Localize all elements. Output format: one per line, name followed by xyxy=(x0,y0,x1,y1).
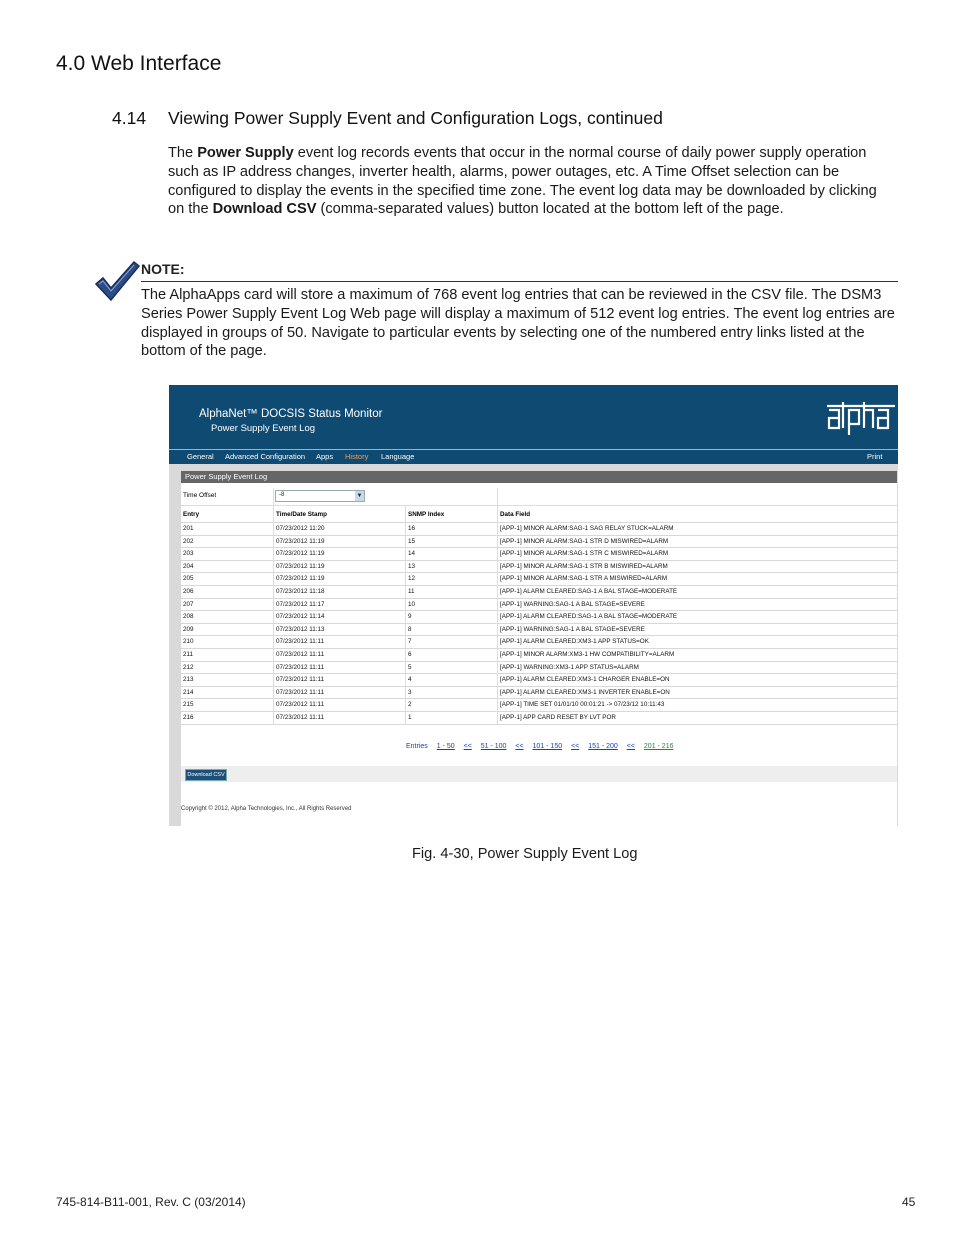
figure-caption: Fig. 4-30, Power Supply Event Log xyxy=(412,846,638,862)
page-separator[interactable]: << xyxy=(463,743,472,750)
cell-snmp-index: 1 xyxy=(408,714,412,721)
time-offset-value: -8 xyxy=(279,492,285,498)
table-row xyxy=(181,635,897,649)
table-row xyxy=(181,711,897,725)
nav-general[interactable]: General xyxy=(187,452,214,461)
cell-entry: 205 xyxy=(183,575,194,583)
intro-paragraph xyxy=(168,144,888,219)
web-ui-screenshot xyxy=(169,385,898,826)
cell-data-field: [APP-1] ALARM CLEARED:SAG-1 A BAL STAGE=MODERATE xyxy=(500,613,678,621)
cell-entry: 210 xyxy=(183,638,194,646)
column-divider xyxy=(273,505,274,724)
section-heading xyxy=(112,108,663,129)
cell-data-field: [APP-1] ALARM CLEARED:XM3-1 APP STATUS=OK xyxy=(500,638,649,646)
cell-timestamp: 07/23/2012 11:19 xyxy=(276,575,325,583)
cell-entry: 201 xyxy=(183,525,194,532)
column-divider xyxy=(497,505,498,724)
column-header-data-field: Data Field xyxy=(500,511,531,518)
cell-entry: 208 xyxy=(183,613,194,621)
cell-snmp-index: 9 xyxy=(408,613,412,621)
cell-data-field: [APP-1] MINOR ALARM:SAG-1 SAG RELAY STUCK=ALARM xyxy=(500,525,674,532)
page-separator[interactable]: << xyxy=(626,743,635,750)
cell-entry: 215 xyxy=(183,701,194,709)
table-row xyxy=(181,610,897,624)
note-label: NOTE: xyxy=(141,261,185,277)
cell-snmp-index: 6 xyxy=(408,651,412,658)
table-row xyxy=(181,585,897,599)
cell-timestamp: 07/23/2012 11:11 xyxy=(276,688,325,696)
entries-label: Entries xyxy=(406,743,428,750)
page-link-51-100[interactable]: 51 - 100 xyxy=(480,743,507,750)
cell-snmp-index: 3 xyxy=(408,688,412,696)
cell-data-field: [APP-1] ALARM CLEARED:XM3-1 CHARGER ENABLE=ON xyxy=(500,676,670,684)
cell-data-field: [APP-1] ALARM CLEARED:SAG-1 A BAL STAGE=MODERATE xyxy=(500,588,678,595)
cell-snmp-index: 5 xyxy=(408,663,412,671)
cell-entry: 207 xyxy=(183,600,194,608)
intro-bold-download-csv: Download CSV xyxy=(212,201,317,218)
cell-snmp-index: 16 xyxy=(408,525,416,532)
cell-data-field: [APP-1] MINOR ALARM:SAG-1 STR A MISWIRED=ALARM xyxy=(500,575,668,583)
alpha-logo xyxy=(827,398,897,436)
table-row xyxy=(181,522,897,536)
table-row xyxy=(181,572,897,586)
cell-snmp-index: 8 xyxy=(408,625,412,633)
cell-snmp-index: 15 xyxy=(408,537,416,545)
nav-language[interactable]: Language xyxy=(381,452,415,461)
intro-text-2: event log records events that occur in the normal course of daily power supply operation such as IP address changes, inverter health, alarms, power outages, etc. A Time Offset selection can be configured to display the events in the specified time zone. The event log data may be downloaded by clicking on the xyxy=(168,145,877,218)
cell-snmp-index: 4 xyxy=(408,676,412,684)
time-offset-label: Time Offset xyxy=(183,492,217,499)
cell-data-field: [APP-1] WARNING:SAG-1 A BAL STAGE=SEVERE xyxy=(500,600,645,608)
cell-entry: 213 xyxy=(183,676,194,684)
table-row xyxy=(181,623,897,637)
cell-data-field: [APP-1] WARNING:XM3-1 APP STATUS=ALARM xyxy=(500,663,639,671)
section-number: 4.14 xyxy=(112,108,147,128)
time-offset-select[interactable] xyxy=(275,490,365,502)
time-offset-row xyxy=(181,488,897,506)
checkmark-icon xyxy=(94,258,140,302)
table-header-row xyxy=(181,505,897,523)
cell-entry: 206 xyxy=(183,588,194,595)
cell-data-field: [APP-1] MINOR ALARM:SAG-1 STR B MISWIRED=ALARM xyxy=(500,562,668,570)
app-title: AlphaNet™ DOCSIS Status Monitor xyxy=(199,408,383,420)
cell-timestamp: 07/23/2012 11:18 xyxy=(276,588,325,595)
cell-data-field: [APP-1] MINOR ALARM:SAG-1 STR D MISWIRED=ALARM xyxy=(500,537,669,545)
cell-entry: 212 xyxy=(183,663,194,671)
column-header-snmp-index: SNMP Index xyxy=(408,511,445,518)
cell-data-field: [APP-1] WARNING:SAG-1 A BAL STAGE=SEVERE xyxy=(500,625,645,633)
cell-snmp-index: 14 xyxy=(408,550,416,558)
nav-apps[interactable]: Apps xyxy=(316,452,334,461)
cell-timestamp: 07/23/2012 11:11 xyxy=(276,714,325,721)
section-title: Viewing Power Supply Event and Configuration Logs, continued xyxy=(168,108,663,128)
intro-bold-power-supply: Power Supply xyxy=(197,145,294,161)
cell-snmp-index: 10 xyxy=(408,600,416,608)
chevron-down-icon[interactable]: ▼ xyxy=(356,493,363,499)
cell-timestamp: 07/23/2012 11:19 xyxy=(276,537,325,545)
cell-timestamp: 07/23/2012 11:19 xyxy=(276,550,325,558)
event-log-panel xyxy=(181,471,897,826)
cell-data-field: [APP-1] ALARM CLEARED:XM3-1 INVERTER ENABLE=ON xyxy=(500,688,670,696)
cell-entry: 214 xyxy=(183,688,194,696)
page-link-151-200[interactable]: 151 - 200 xyxy=(588,743,618,750)
cell-snmp-index: 12 xyxy=(408,575,416,583)
column-divider xyxy=(405,505,406,724)
table-row xyxy=(181,560,897,574)
cell-entry: 211 xyxy=(183,651,194,658)
download-csv-button[interactable]: Download CSV xyxy=(185,769,227,781)
page-separator[interactable]: << xyxy=(571,743,580,750)
cell-data-field: [APP-1] APP CARD RESET BY LVT POR xyxy=(500,714,616,721)
cell-timestamp: 07/23/2012 11:11 xyxy=(276,663,325,671)
cell-timestamp: 07/23/2012 11:20 xyxy=(276,525,325,532)
page-separator[interactable]: << xyxy=(515,743,524,750)
panel-title: Power Supply Event Log xyxy=(181,471,897,483)
cell-timestamp: 07/23/2012 11:11 xyxy=(276,701,325,709)
cell-timestamp: 07/23/2012 11:14 xyxy=(276,613,325,621)
footer-page-number: 45 xyxy=(902,1195,916,1209)
nav-history[interactable]: History xyxy=(345,452,369,461)
cell-timestamp: 07/23/2012 11:11 xyxy=(276,676,325,684)
page-link-1-50[interactable]: 1 - 50 xyxy=(436,743,455,750)
cell-timestamp: 07/23/2012 11:11 xyxy=(276,638,325,646)
nav-bar xyxy=(169,450,898,464)
table-row xyxy=(181,648,897,662)
cell-timestamp: 07/23/2012 11:17 xyxy=(276,600,325,608)
table-row xyxy=(181,535,897,549)
column-header-entry: Entry xyxy=(183,511,200,518)
intro-text-3: (comma-separated values) button located at the bottom left of the page. xyxy=(316,201,784,218)
column-divider xyxy=(273,488,274,505)
table-row xyxy=(181,661,897,675)
cell-data-field: [APP-1] MINOR ALARM:SAG-1 STR C MISWIRED=ALARM xyxy=(500,550,669,558)
cell-data-field: [APP-1] TIME SET 01/01/10 00:01:21 -> 07/23/12 10:11:43 xyxy=(500,701,665,709)
cell-snmp-index: 13 xyxy=(408,562,416,570)
table-row xyxy=(181,686,897,700)
entries-pagination xyxy=(406,743,681,750)
note-divider xyxy=(141,281,898,282)
cell-entry: 209 xyxy=(183,625,194,633)
cell-timestamp: 07/23/2012 11:19 xyxy=(276,562,325,570)
cell-entry: 202 xyxy=(183,537,194,545)
cell-snmp-index: 2 xyxy=(408,701,412,709)
column-header-timestamp: Time/Date Stamp xyxy=(276,511,327,518)
cell-snmp-index: 11 xyxy=(408,588,415,595)
cell-entry: 204 xyxy=(183,562,194,570)
table-row xyxy=(181,547,897,561)
column-divider xyxy=(497,488,498,505)
cell-timestamp: 07/23/2012 11:11 xyxy=(276,651,325,658)
table-row xyxy=(181,598,897,612)
note-text: The AlphaApps card will store a maximum of 768 event log entries that can be reviewed in the CSV file. The DSM3 Series Power Supply Event Log Web page will display a maximum of 512 event log entries. The event log entries are displayed in groups of 50. Navigate to particular events by selecting one of the numbered entry links listed at the bottom of the page. xyxy=(141,287,895,360)
cell-entry: 216 xyxy=(183,714,194,721)
cell-snmp-index: 7 xyxy=(408,638,412,646)
download-row xyxy=(181,766,897,782)
app-subtitle: Power Supply Event Log xyxy=(211,423,316,434)
nav-advanced-configuration[interactable]: Advanced Configuration xyxy=(225,452,306,461)
table-row xyxy=(181,698,897,712)
cell-entry: 203 xyxy=(183,550,194,558)
footer-doc-number: 745-814-B11-001, Rev. C (03/2014) xyxy=(56,1195,246,1209)
app-header xyxy=(169,385,898,449)
intro-text-1: The xyxy=(168,145,198,161)
chapter-title: 4.0 Web Interface xyxy=(56,52,222,75)
copyright-text: Copyright © 2012, Alpha Technologies, Inc., All Rights Reserved xyxy=(181,806,352,812)
print-link[interactable]: Print xyxy=(867,452,883,461)
page-link-201-216[interactable]: 201 - 216 xyxy=(643,743,674,750)
table-row xyxy=(181,673,897,687)
cell-data-field: [APP-1] MINOR ALARM:XM3-1 HW COMPATIBILITY=ALARM xyxy=(500,651,675,658)
page-link-101-150[interactable]: 101 - 150 xyxy=(532,743,563,750)
cell-timestamp: 07/23/2012 11:13 xyxy=(276,625,325,633)
